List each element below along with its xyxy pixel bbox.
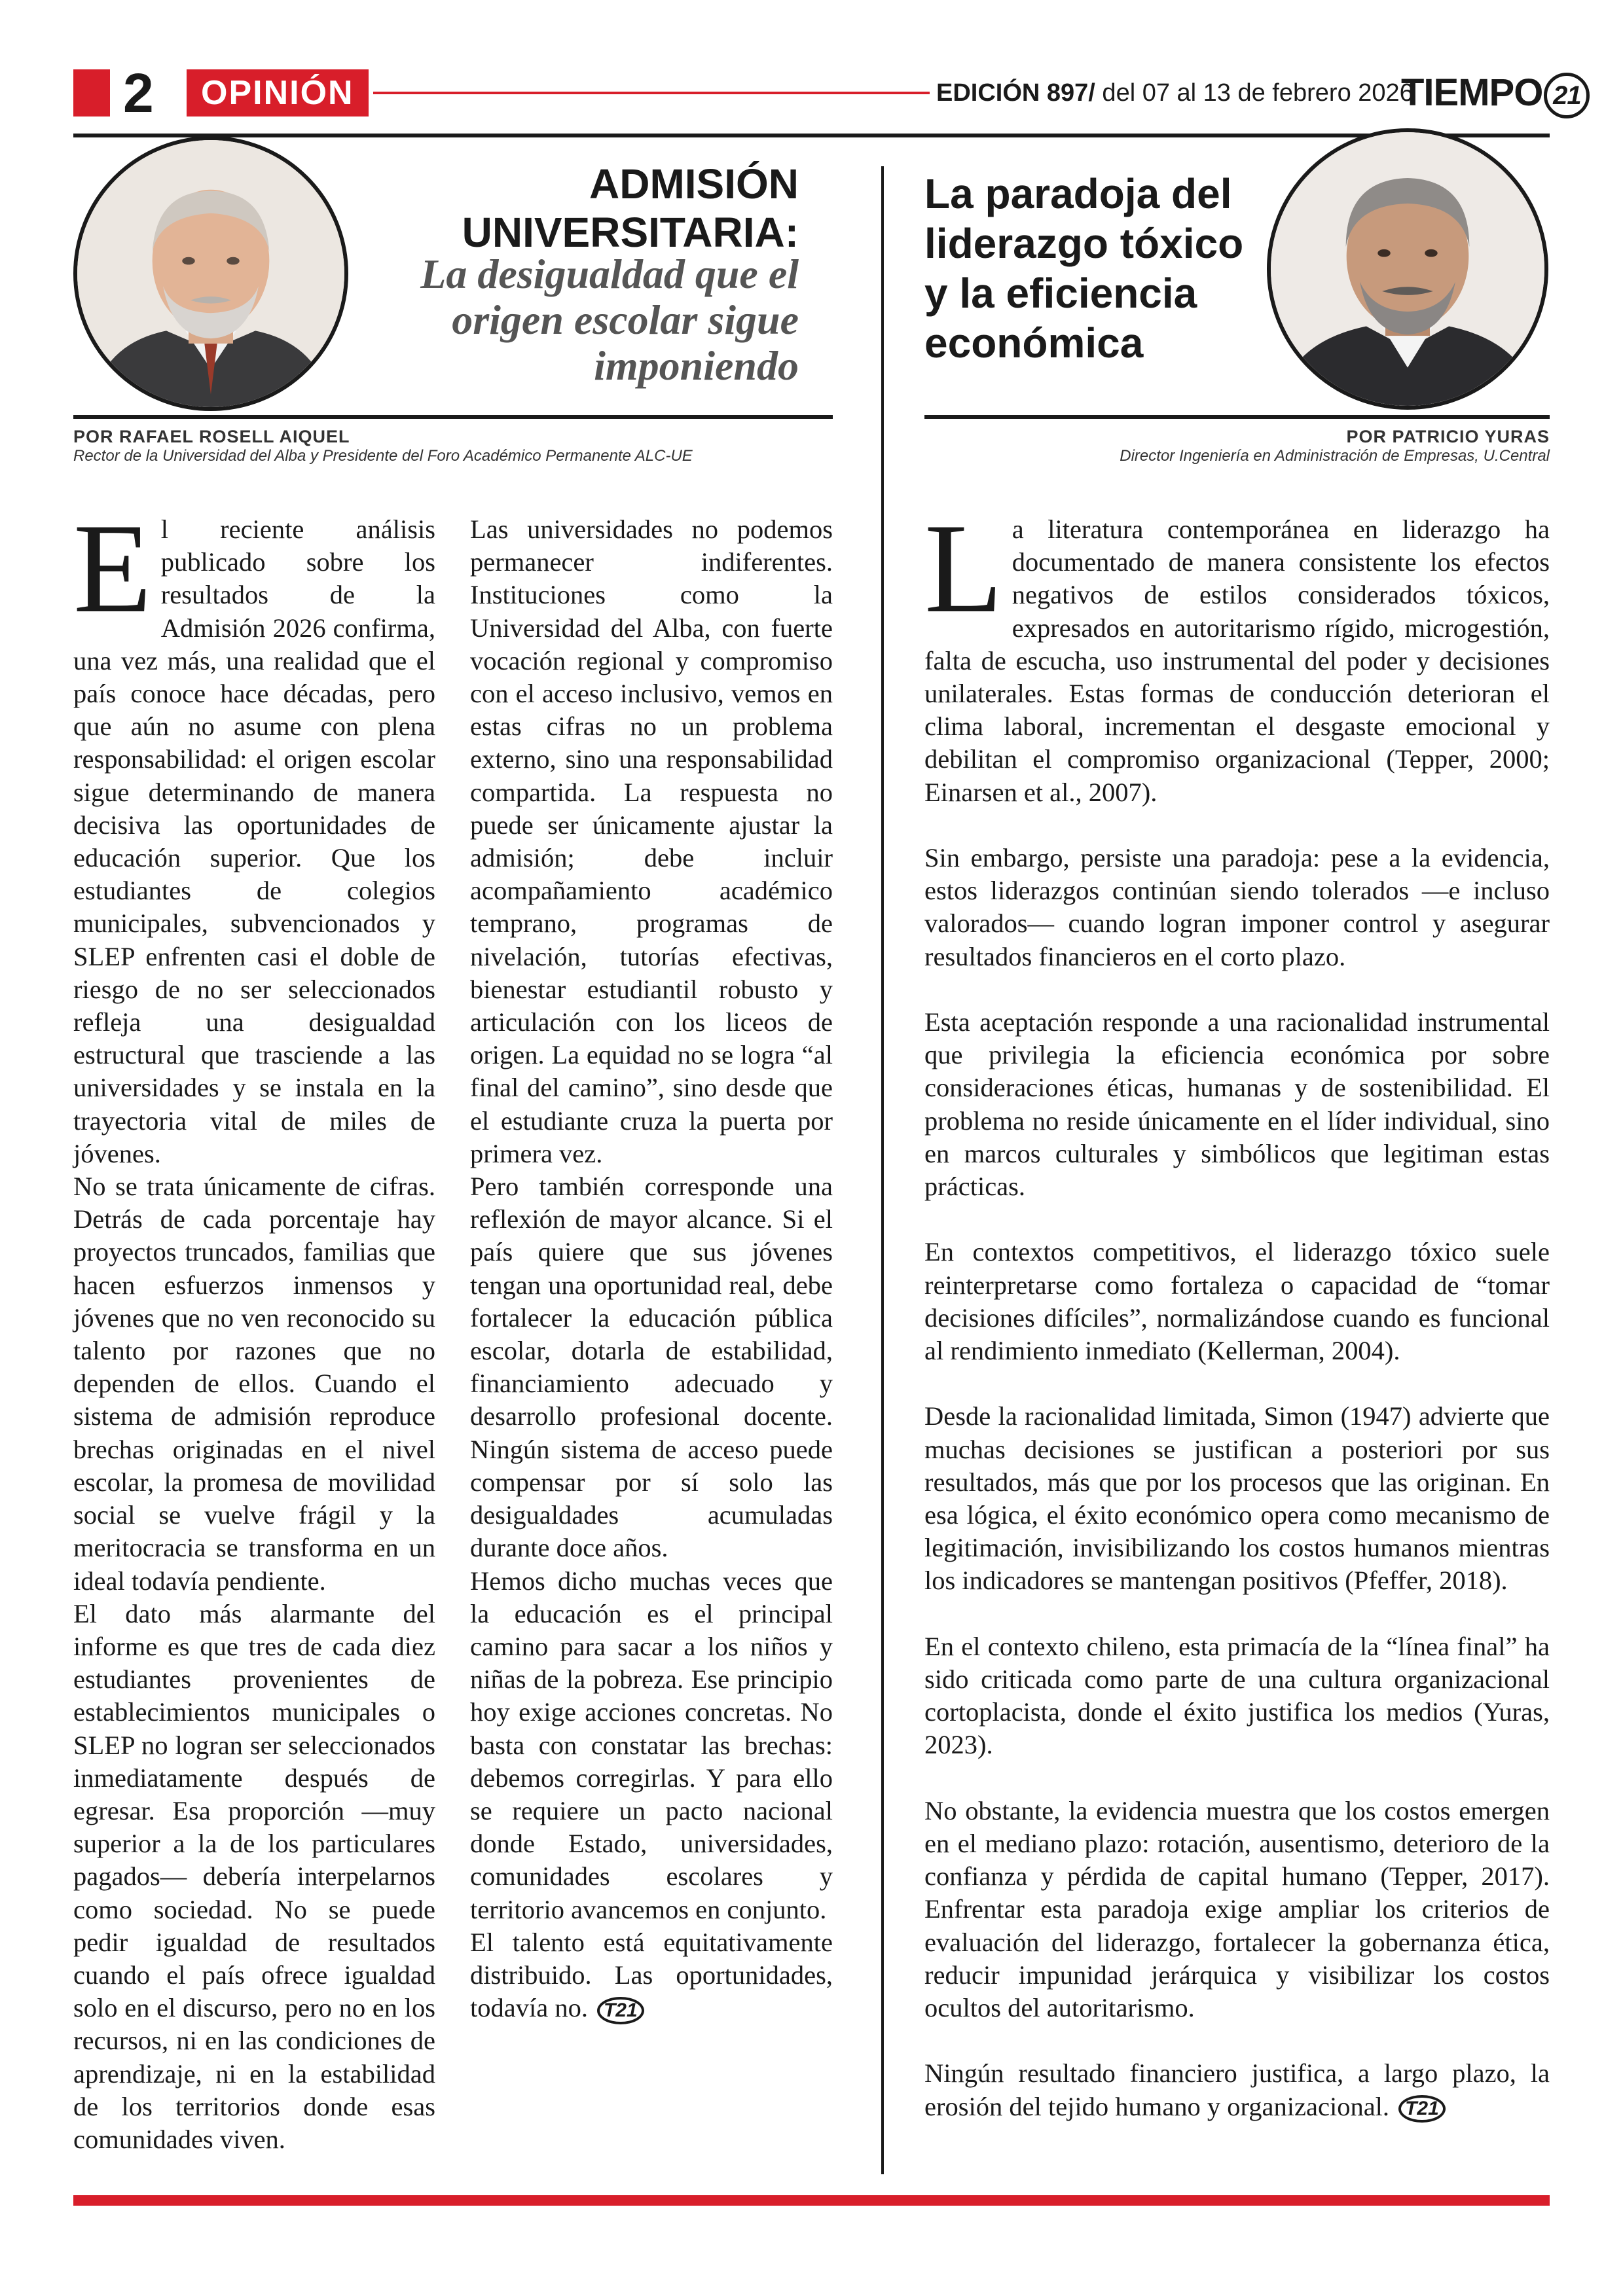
author-role-right: Director Ingeniería en Administración de Empresas, U.Central: [1120, 447, 1550, 465]
article-left-paragraph-4: Las universidades no podemos permanecer indiferentes. Instituciones como la Universidad del Alba, con fuerte vocación regional y compromiso con el acceso inclusivo, vemos en estas cifras no un problema externo, sino una responsabilidad compartida. La respuesta no puede ser únicamente ajustar la admisión; debe incluir acompañamiento académico temprano, programas de nivelación, tutorías efectivas, bienestar estudiantil robusto y articulación con los liceos de origen. La equidad no se logra “al final del camino”, sino desde que el estudiante cruza la puerta por primera vez.: [470, 514, 833, 1168]
headline-right: La paradoja del liderazgo tóxico y la eficiencia económica: [924, 170, 1244, 367]
article-right-paragraph-1: La literatura contemporánea en liderazgo ha documentado de manera consistente los efectos negativos de estilos considerados tóxicos, expresados en autoritarismo rígido, microgestión, falta de escucha, uso instrumental del poder y decisiones unilaterales. Estas formas de conducción deterioran el clima laboral, incrementan el desgaste emocional y debilitan el compromiso organizacional (Tepper, 2000; Einarsen et al., 2007).: [924, 497, 1550, 807]
subheadline-left: La desigualdad que el origen escolar sigue imponiendo: [420, 251, 799, 389]
logo-mark: 21: [1544, 73, 1590, 118]
column-divider: [881, 166, 884, 2174]
header-red-block: [73, 69, 110, 117]
author-photo-right-illustration: [1271, 132, 1544, 406]
dropcap-right: L: [924, 497, 1003, 639]
author-photo-right: [1267, 128, 1548, 410]
edition-dates: del 07 al 13 de febrero 2026: [1095, 79, 1413, 107]
dropcap-left: E: [73, 497, 152, 639]
author-photo-left-illustration: [77, 140, 344, 407]
author-photo-left: [73, 136, 348, 411]
end-mark-right: T21: [1398, 2095, 1446, 2123]
article-right-column: [924, 497, 1550, 2123]
article-right-paragraph-8: Ningún resultado financiero justifica, a largo plazo, la erosión del tejido humano y organizacional. T21: [924, 2057, 1550, 2123]
byline-rule-right: [924, 415, 1550, 419]
article-left-paragraph-3: El dato más alarmante del informe es que tres de cada diez estudiantes provenientes de establecimientos municipales o SLEP no logran ser seleccionados inmediatamente después de egresar. Esa proporción —muy superior a la de los particulares pagados— debería interpelarnos como sociedad. No se puede pedir igualdad de resultados cuando el país ofrece igualdad solo en el discurso, pero no en los recursos, ni en las condiciones de aprendizaje, ni en la estabilidad de los territorios donde esas comunidades viven.: [73, 1598, 435, 2154]
article-left-paragraph-5: Pero también corresponde una reflexión de mayor alcance. Si el país quiere que sus jóvenes tengan una oportunidad real, debe fortalecer la educación pública escolar, dotarla de estabilidad, financiamiento adecuado y desarrollo profesional docente. Ningún sistema de acceso puede compensar por sí solo las desigualdades acumuladas durante doce años.: [470, 1172, 833, 1563]
author-role-left: Rector de la Universidad del Alba y Presidente del Foro Académico Permanente ALC-UE: [73, 447, 693, 465]
masthead-logo: [1401, 67, 1590, 119]
article-left-paragraph-2: No se trata únicamente de cifras. Detrás de cada porcentaje hay proyectos truncados, familias que hacen esfuerzos inmensos y jóvenes que no ven reconocido su talento por razones que no dependen de ellos. Cuando el sistema de admisión reproduce brechas originadas en el nivel escolar, la promesa de movilidad social se vuelve frágil y la meritocracia se transforma en un ideal todavía pendiente.: [73, 1172, 435, 1596]
edition-info: [936, 75, 1413, 111]
article-right-paragraph-3: Esta aceptación responde a una racionalidad instrumental que privilegia la eficiencia económica por sobre consideraciones éticas, humanas y de sostenibilidad. El problema no reside únicamente en el líder individual, sino en marcos culturales y simbólicos que legitiman estas prácticas.: [924, 1007, 1550, 1202]
article-right-paragraph-6: En el contexto chileno, esta primacía de la “línea final” ha sido criticada como parte de una cultura organizacional cortoplacista, donde el éxito justifica los medios (Yuras, 2023).: [924, 1631, 1550, 1760]
article-left-paragraph-7: El talento está equitativamente distribuido. Las oportunidades, todavía no. T21: [470, 1926, 833, 2025]
logo-text: TIEMPO: [1401, 71, 1543, 114]
article-left-column-1: [73, 497, 435, 2156]
header-rule: [373, 92, 930, 94]
edition-label: EDICIÓN 897/: [936, 79, 1095, 107]
article-right-paragraph-4: En contextos competitivos, el liderazgo tóxico suele reinterpretarse como fortaleza o capacidad de “tomar decisiones difíciles”, normalizándose cuando es funcional al rendimiento inmediato (Kellerman, 2004).: [924, 1237, 1550, 1366]
article-right-paragraph-7: No obstante, la evidencia muestra que los costos emergen en el mediano plazo: rotación, ausentismo, deterioro de la confianza y pérdida de capital humano (Tepper, 2017). Enfrentar esta paradoja exige ampliar los criterios de evaluación del liderazgo, fortalecer la gobernanza ética, reducir impunidad jerárquica y visibilizar los costos ocultos del autoritarismo.: [924, 1795, 1550, 2023]
article-left-paragraph-1: El reciente análisis publicado sobre los resultados de la Admisión 2026 confirma, una vez más, una realidad que el país conoce hace décadas, pero que aún no asume con plena responsabilidad: el origen escolar sigue determinando de manera decisiva las oportunidades de educación superior. Que los estudiantes de colegios municipales, subvencionados y SLEP enfrenten casi el doble de riesgo de no ser seleccionados refleja una desigualdad estructural que trasciende a las universidades y se instala en la trayectoria vital de miles de jóvenes.: [73, 497, 435, 1168]
section-tag: OPINIÓN: [187, 69, 369, 117]
byline-rule-left: [73, 415, 833, 419]
article-left-column-2: [470, 513, 833, 2024]
page-number: 2: [123, 62, 154, 124]
end-mark-left: T21: [597, 1997, 644, 2024]
footer-red-bar: [73, 2195, 1550, 2206]
article-right-paragraph-2: Sin embargo, persiste una paradoja: pese a la evidencia, estos liderazgos continúan siendo tolerados —e incluso valorados— cuando logran imponer control y asegurar resultados financieros en el corto plazo.: [924, 843, 1550, 971]
article-right-paragraph-5: Desde la racionalidad limitada, Simon (1947) advierte que muchas decisiones se justifican a posteriori por sus resultados, más que por los procesos que las originan. En esa lógica, el éxito económico opera como mecanismo de legitimación, invisibilizando los costos humanos mientras los indicadores se mantengan positivos (Pfeffer, 2018).: [924, 1401, 1550, 1596]
top-divider: [73, 134, 1550, 137]
author-name-right: POR PATRICIO YURAS: [1346, 427, 1550, 446]
author-name-left: POR RAFAEL ROSELL AIQUEL: [73, 427, 350, 446]
headline-left: ADMISIÓN UNIVERSITARIA:: [462, 160, 799, 256]
article-left-paragraph-6: Hemos dicho muchas veces que la educación es el principal camino para sacar a los niños y niñas de la pobreza. Ese principio hoy exige acciones concretas. No basta con constatar las brechas: debemos corregirlas. Y para ello se requiere un pacto nacional donde Estado, universidades, comunidades escolares y territorio avancemos en conjunto.: [470, 1566, 833, 1924]
